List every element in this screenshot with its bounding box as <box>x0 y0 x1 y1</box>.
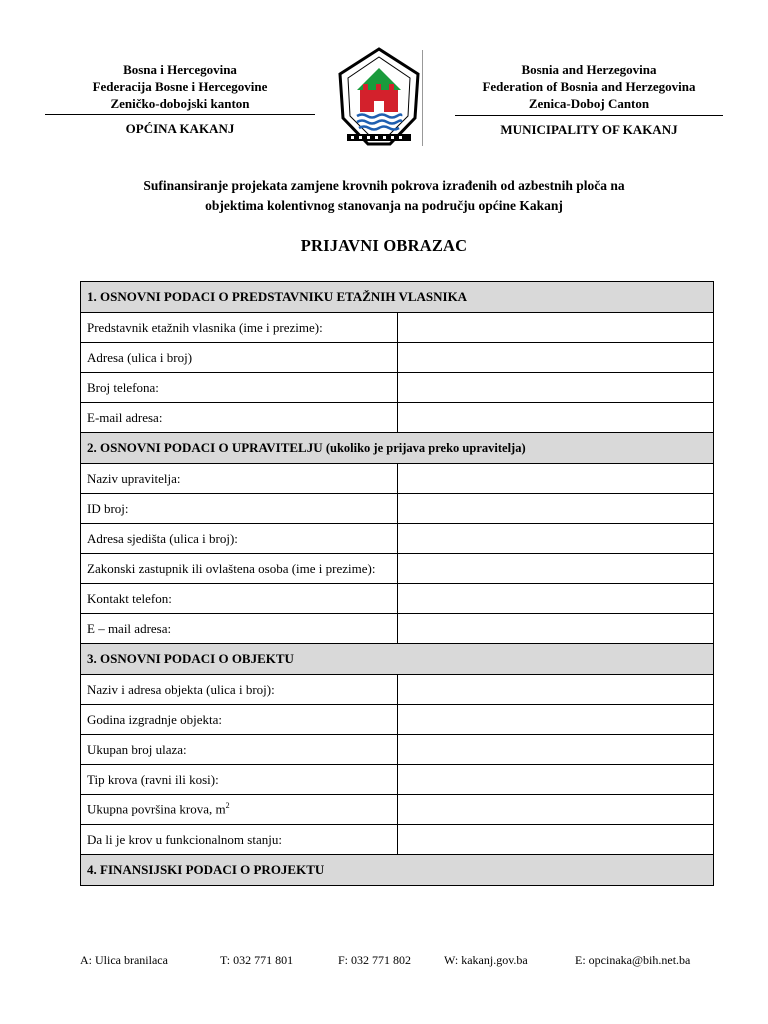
form-row <box>81 584 714 614</box>
field-label: Predstavnik etažnih vlasnika (ime i prezime): <box>81 313 398 343</box>
header-left-line: Federacija Bosne i Hercegovine <box>92 79 268 94</box>
section-header-row <box>81 855 714 886</box>
field-value-cell[interactable] <box>397 494 714 524</box>
field-value-cell[interactable] <box>397 464 714 494</box>
form-row <box>81 705 714 735</box>
form-row <box>81 524 714 554</box>
field-label: Adresa sjedišta (ulica i broj): <box>81 524 398 554</box>
field-label: E-mail adresa: <box>81 403 398 433</box>
field-value-cell[interactable] <box>397 614 714 644</box>
field-label: Zakonski zastupnik ili ovlaštena osoba (ime i prezime): <box>81 554 398 584</box>
form-row <box>81 494 714 524</box>
form-row <box>81 735 714 765</box>
field-value-cell[interactable] <box>397 765 714 795</box>
section-title: 4. FINANSIJSKI PODACI O PROJEKTU <box>81 855 714 886</box>
field-label: Tip krova (ravni ili kosi): <box>81 765 398 795</box>
field-value-cell[interactable] <box>397 313 714 343</box>
field-label: Da li je krov u funkcionalnom stanju: <box>81 825 398 855</box>
header-right-line: Zenica-Doboj Canton <box>528 96 650 111</box>
application-form-table <box>80 281 714 886</box>
field-label: ID broj: <box>81 494 398 524</box>
field-value-cell[interactable] <box>397 705 714 735</box>
form-row <box>81 795 714 825</box>
form-row <box>81 675 714 705</box>
field-value-cell[interactable] <box>397 735 714 765</box>
section-title: 1. OSNOVNI PODACI O PREDSTAVNIKU ETAŽNIH VLASNIKA <box>81 282 714 313</box>
field-value-cell[interactable] <box>397 343 714 373</box>
section-title: 2. OSNOVNI PODACI O UPRAVITELJU (ukoliko je prijava preko upravitelja) <box>81 433 714 464</box>
form-row <box>81 554 714 584</box>
header-left-block <box>45 61 315 112</box>
subject-line: Sufinansiranje projekata zamjene krovnih pokrova izrađenih od azbestnih ploča na <box>143 178 625 193</box>
form-row <box>81 464 714 494</box>
form-row <box>81 614 714 644</box>
field-label: Naziv i adresa objekta (ulica i broj): <box>81 675 398 705</box>
field-label: Kontakt telefon: <box>81 584 398 614</box>
section-header-row <box>81 644 714 675</box>
form-row <box>81 313 714 343</box>
section-title: 3. OSNOVNI PODACI O OBJEKTU <box>81 644 714 675</box>
section-header-row <box>81 433 714 464</box>
form-row <box>81 825 714 855</box>
form-row <box>81 765 714 795</box>
field-value-cell[interactable] <box>397 403 714 433</box>
field-value-cell[interactable] <box>397 825 714 855</box>
field-label: Ukupan broj ulaza: <box>81 735 398 765</box>
header-left-municipality: OPĆINA KAKANJ <box>125 121 235 136</box>
field-label: Naziv upravitelja: <box>81 464 398 494</box>
municipality-coat-of-arms-icon <box>333 46 425 152</box>
footer-web[interactable]: W: kakanj.gov.ba <box>444 953 528 967</box>
field-value-cell[interactable] <box>397 554 714 584</box>
header-right-municipality: MUNICIPALITY OF KAKANJ <box>500 122 678 137</box>
footer-fax: F: 032 771 802 <box>338 953 412 967</box>
header-right-block <box>455 61 723 112</box>
subject-line: objektima kolentivnog stanovanja na području općine Kakanj <box>205 198 563 213</box>
form-row <box>81 373 714 403</box>
header-right-line: Federation of Bosnia and Herzegovina <box>482 79 696 94</box>
section-note: (ukoliko je prijava preko upravitelja) <box>325 441 526 455</box>
section-header-row <box>81 282 714 313</box>
footer-address: A: Ulica branilaca <box>80 953 168 967</box>
superscript: 2 <box>225 801 230 811</box>
field-label: Broj telefona: <box>81 373 398 403</box>
footer-email[interactable]: E: opcinaka@bih.net.ba <box>575 953 691 967</box>
form-row <box>81 343 714 373</box>
field-value-cell[interactable] <box>397 675 714 705</box>
form-title: PRIJAVNI OBRAZAC <box>300 236 468 255</box>
form-row <box>81 403 714 433</box>
field-label: Ukupna površina krova, $m^2$ <box>81 795 398 825</box>
field-label: Adresa (ulica i broj) <box>81 343 398 373</box>
header-left-rule <box>45 114 315 115</box>
field-value-cell[interactable] <box>397 524 714 554</box>
header-left-line: Zeničko-dobojski kanton <box>110 96 250 111</box>
field-value-cell[interactable] <box>397 373 714 403</box>
footer-phone: T: 032 771 801 <box>220 953 294 967</box>
field-label: Godina izgradnje objekta: <box>81 705 398 735</box>
header-left-line: Bosna i Hercegovina <box>123 62 237 77</box>
header-right-line: Bosnia and Herzegovina <box>521 62 657 77</box>
header-right-rule <box>455 115 723 116</box>
field-value-cell[interactable] <box>397 584 714 614</box>
header-divider <box>422 50 423 146</box>
field-value-cell[interactable] <box>397 795 714 825</box>
field-label: E – mail adresa: <box>81 614 398 644</box>
document-subject <box>60 176 708 216</box>
